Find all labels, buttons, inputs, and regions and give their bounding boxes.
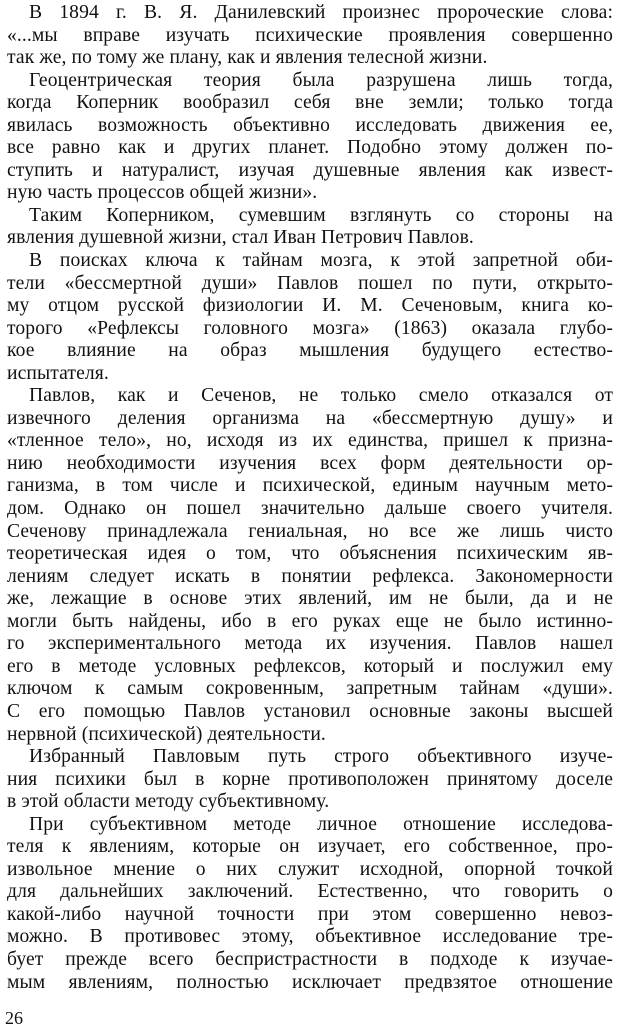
text-line: нервной (психической) деятельности.: [7, 723, 326, 745]
paragraph: [7, 2, 613, 70]
text-line: го экспериментального метода их изучения. Павлов нашел: [7, 633, 613, 655]
page-body: [7, 2, 613, 994]
text-line: теоретическая идея о том, что объяснения психическим яв-: [7, 543, 613, 565]
text-line: Сеченову принадлежала гениальная, но все же лишь чисто: [7, 520, 613, 542]
text-line: ганизма, в том числе и психической, единым научным мето-: [7, 475, 613, 497]
paragraph: [7, 746, 613, 814]
text-line: извольное мнение о них служит исходной, опорной точкой: [7, 858, 613, 880]
text-line: все равно как и других планет. Подобно этому должен по-: [7, 137, 613, 159]
paragraph: [7, 250, 613, 385]
text-line: теля к явлениям, которые он изучает, его собственное, про-: [7, 836, 613, 858]
text-line: «...мы вправе изучать психические проявления совершенно: [7, 24, 613, 46]
text-line: какой-либо научной точности при этом совершенно невоз-: [7, 903, 613, 925]
text-line: так же, по тому же плану, как и явления телесной жизни.: [7, 47, 488, 69]
text-line: кое влияние на образ мышления будущего естество-: [7, 340, 613, 362]
paragraph: [7, 70, 613, 205]
text-line: явления душевной жизни, стал Иван Петрович Павлов.: [7, 227, 474, 249]
text-line: ключом к самым сокровенным, запретным тайнам «души».: [7, 678, 613, 700]
text-line: явилась возможность объективно исследовать движения ее,: [7, 114, 613, 136]
text-line: извечного деления организма на «бессмертную душу» и: [7, 407, 613, 429]
paragraph: [7, 205, 613, 250]
text-line: му отцом русской физиологии И. М. Сеченовым, книга ко-: [7, 295, 613, 317]
text-line: Избранный Павловым путь строго объективного изуче-: [29, 746, 613, 768]
text-line: его в методе условных рефлексов, который и послужил ему: [7, 655, 613, 677]
text-line: При субъективном методе личное отношение исследова-: [29, 813, 613, 835]
text-line: можно. В противовес этому, объективное исследование тре-: [7, 926, 613, 948]
paragraph: [7, 814, 613, 994]
text-line: С его помощью Павлов установил основные законы высшей: [7, 700, 613, 722]
page-number: 26: [5, 1008, 23, 1028]
text-line: ступить и натуралист, изучая душевные явления как извест-: [7, 159, 613, 181]
text-line: Таким Коперником, сумевшим взглянуть со стороны на: [29, 204, 613, 226]
text-line: мым явлениям, полностью исключает предвзятое отношение: [7, 971, 613, 993]
text-line: В поисках ключа к тайнам мозга, к этой запретной оби-: [29, 250, 613, 272]
text-line: же, лежащие в основе этих явлений, им не были, да и не: [7, 588, 613, 610]
text-line: В 1894 г. В. Я. Данилевский произнес пророческие слова:: [29, 2, 613, 23]
text-line: «тленное тело», но, исходя из их единства, пришел к призна-: [7, 430, 613, 452]
text-line: когда Коперник вообразил себя вне земли; только тогда: [7, 92, 613, 114]
text-line: дом. Однако он пошел значительно дальше своего учителя.: [7, 498, 613, 520]
text-line: нию необходимости изучения всех форм деятельности ор-: [7, 452, 613, 474]
text-line: тели «бессмертной души» Павлов пошел по пути, открыто-: [7, 272, 613, 294]
text-line: для дальнейших заключений. Естественно, что говорить о: [7, 881, 613, 903]
text-line: бует прежде всего беспристрастности в подходе к изучае-: [7, 948, 613, 970]
text-line: торого «Рефлексы головного мозга» (1863) оказала глубо-: [7, 317, 613, 339]
text-line: испытателя.: [7, 362, 109, 384]
text-line: ния психики был в корне противоположен принятому доселе: [7, 768, 613, 790]
text-line: ную часть процессов общей жизни».: [7, 182, 318, 204]
text-line: Геоцентрическая теория была разрушена лишь тогда,: [29, 69, 613, 91]
text-line: лениям следует искать в понятии рефлекса. Закономерности: [7, 565, 613, 587]
text-line: в этой области методу субъективному.: [7, 791, 330, 813]
paragraph: [7, 385, 613, 746]
text-line: могли быть найдены, ибо в его руках еще не было истинно-: [7, 610, 613, 632]
text-line: Павлов, как и Сеченов, не только смело отказался от: [29, 385, 613, 407]
